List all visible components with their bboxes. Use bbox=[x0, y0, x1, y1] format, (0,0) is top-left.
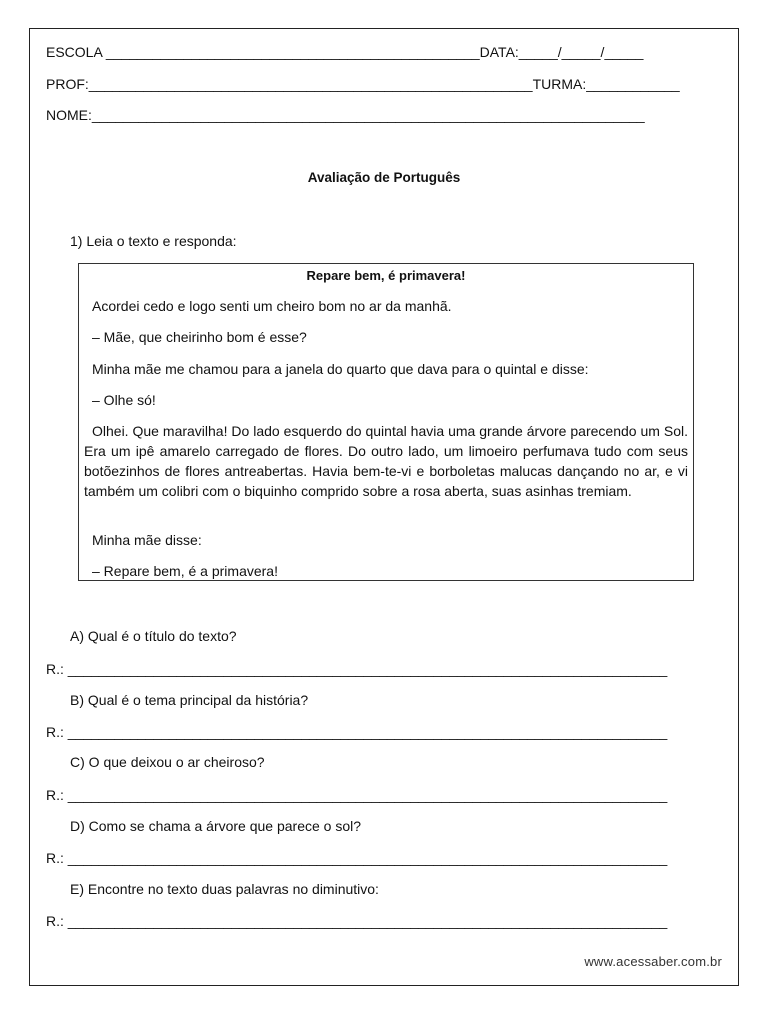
question-d: D) Como se chama a árvore que parece o sol? bbox=[70, 818, 362, 834]
answer-line-e[interactable]: R.: _____________________________________________________________________________ bbox=[46, 913, 668, 929]
answer-line-c[interactable]: R.: _____________________________________________________________________________ bbox=[46, 787, 668, 803]
story-paragraph-1: Acordei cedo e logo senti um cheiro bom no ar da manhã. bbox=[92, 298, 452, 314]
page-title: Avaliação de Português bbox=[307, 170, 461, 185]
header-prof[interactable]: PROF:_________________________________________________________TURMA:____________ bbox=[46, 76, 680, 92]
story-paragraph-5: Olhei. Que maravilha! Do lado esquerdo do quintal havia uma grande árvore parecendo um Sol. Era um ipê amarelo carregado de flores. Do outro lado, um limoeiro perfumava tudo com seus botõezinhos de flores antreabertas. Havia bem-te-vi e borboletas malucas dançando no ar, e vi também um colibri com o biquinho comprido sobre a rosa aberta, suas asinhas tremiam. bbox=[84, 423, 688, 499]
question-a: A) Qual é o título do texto? bbox=[70, 628, 237, 644]
story-paragraph-3: Minha mãe me chamou para a janela do quarto que dava para o quintal e disse: bbox=[92, 361, 589, 377]
answer-line-b[interactable]: R.: _____________________________________________________________________________ bbox=[46, 724, 668, 740]
story-title: Repare bem, é primavera! bbox=[306, 268, 466, 283]
question-c: C) O que deixou o ar cheiroso? bbox=[70, 754, 265, 770]
answer-line-a[interactable]: R.: _____________________________________________________________________________ bbox=[46, 661, 668, 677]
story-box bbox=[78, 263, 694, 581]
story-paragraph-7: – Repare bem, é a primavera! bbox=[92, 563, 278, 579]
question-b: B) Qual é o tema principal da história? bbox=[70, 692, 309, 708]
story-paragraph-6: Minha mãe disse: bbox=[92, 532, 202, 548]
story-paragraph-2: – Mãe, que cheirinho bom é esse? bbox=[92, 329, 307, 345]
header-escola[interactable]: ESCOLA ________________________________________________DATA:_____/_____/_____ bbox=[46, 44, 644, 60]
answer-line-d[interactable]: R.: _____________________________________________________________________________ bbox=[46, 850, 668, 866]
question-e: E) Encontre no texto duas palavras no diminutivo: bbox=[70, 881, 379, 897]
header-nome[interactable]: NOME:_______________________________________________________________________ bbox=[46, 107, 645, 123]
story-paragraph-4: – Olhe só! bbox=[92, 392, 156, 408]
question-1: 1) Leia o texto e responda: bbox=[70, 233, 237, 249]
footer-website: www.acessaber.com.br bbox=[584, 954, 722, 969]
